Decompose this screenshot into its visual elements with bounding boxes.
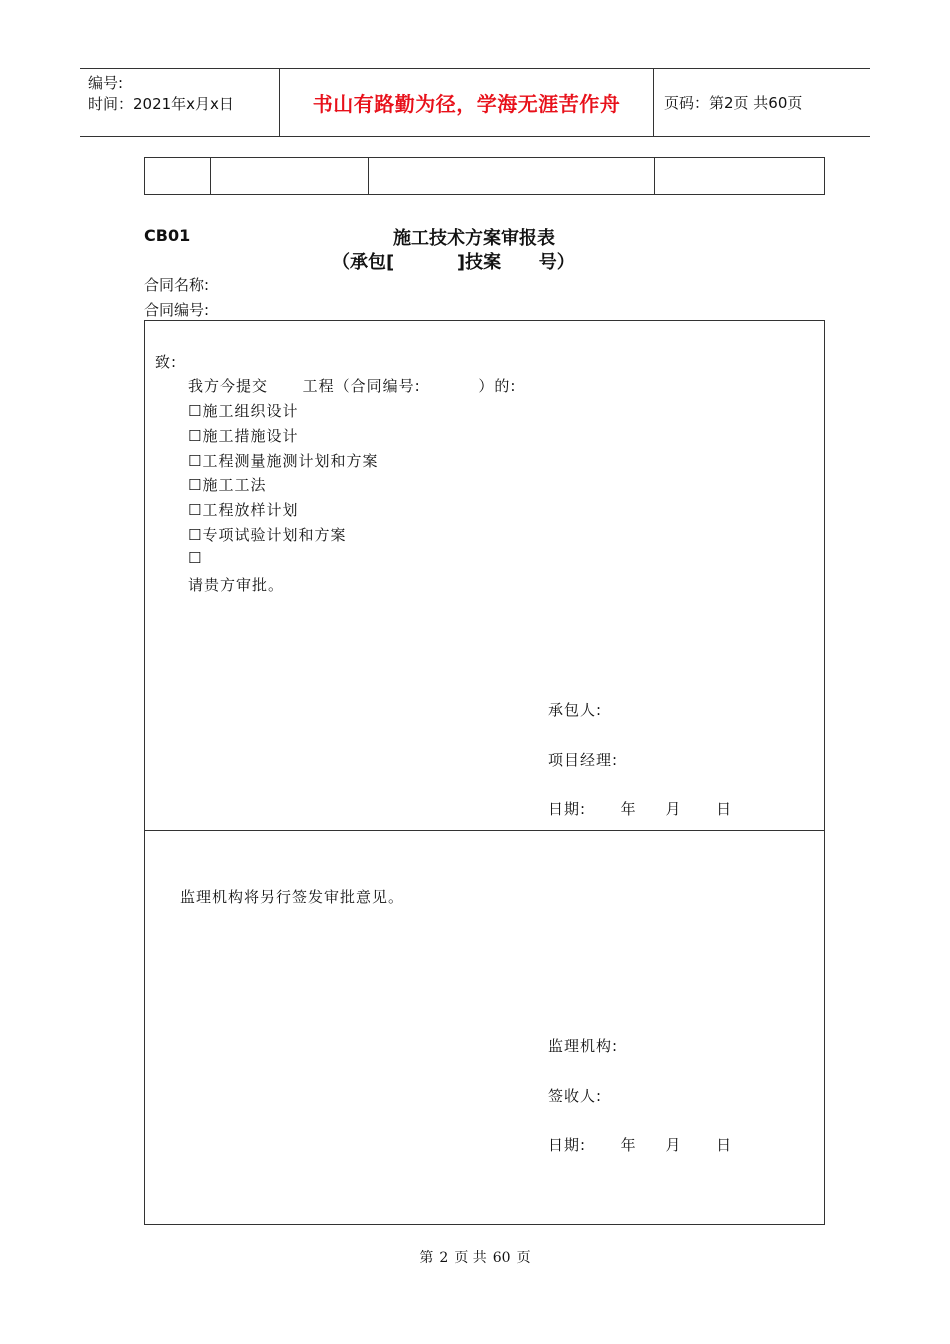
option-measures-design[interactable]: ☐施工措施设计 [188, 427, 299, 445]
option-survey-plan[interactable]: ☐工程测量施测计划和方案 [188, 452, 379, 470]
form-title: 施工技术方案审报表 [393, 228, 555, 249]
section-divider [145, 830, 824, 831]
header-time-label: 时间：2021年x月x日 [88, 95, 234, 113]
page-header [80, 68, 870, 137]
receiver-label: 签收人: [548, 1087, 603, 1105]
top-table-cell [655, 158, 825, 195]
top-table-cell [211, 158, 369, 195]
form-subtitle: （承包[ ]技案 号） [332, 252, 575, 273]
submission-date-label: 日期: 年 月 日 [548, 800, 733, 818]
top-empty-table [144, 157, 825, 195]
top-table-cell [369, 158, 655, 195]
header-meta [80, 69, 280, 136]
header-page-info: 页码：第2页 共60页 [664, 94, 803, 112]
review-note: 监理机构将另行签发审批意见。 [180, 888, 405, 906]
review-date-label: 日期: 年 月 日 [548, 1136, 733, 1154]
footer-last: 页 [516, 1250, 531, 1266]
submission-intro: 我方今提交 工程（合同编号: ）的: [188, 377, 517, 395]
to-label: 致: [155, 353, 178, 371]
header-motto: 书山有路勤为径，学海无涯苦作舟 [280, 69, 654, 136]
top-table-cell [145, 158, 211, 195]
option-layout-plan[interactable]: ☐工程放样计划 [188, 501, 299, 519]
approval-request: 请贵方审批。 [188, 576, 285, 594]
contract-number-label: 合同编号: [144, 301, 210, 319]
page-footer [0, 1247, 950, 1267]
footer-page-number: 2 [439, 1250, 449, 1266]
footer-middle: 页 共 [454, 1250, 487, 1266]
form-body [144, 320, 825, 1225]
option-test-plan[interactable]: ☐专项试验计划和方案 [188, 526, 347, 544]
contractor-label: 承包人: [548, 701, 603, 719]
option-construction-design[interactable]: ☐施工组织设计 [188, 402, 299, 420]
header-number-label: 编号: [88, 74, 124, 92]
option-construction-method[interactable]: ☐施工工法 [188, 476, 267, 494]
project-manager-label: 项目经理: [548, 751, 619, 769]
supervision-agency-label: 监理机构: [548, 1037, 619, 1055]
contract-name-label: 合同名称: [144, 276, 210, 294]
footer-total-pages: 60 [492, 1250, 511, 1266]
form-code: CB01 [144, 226, 191, 245]
option-other[interactable]: ☐ [188, 549, 203, 567]
footer-first: 第 [419, 1250, 434, 1266]
